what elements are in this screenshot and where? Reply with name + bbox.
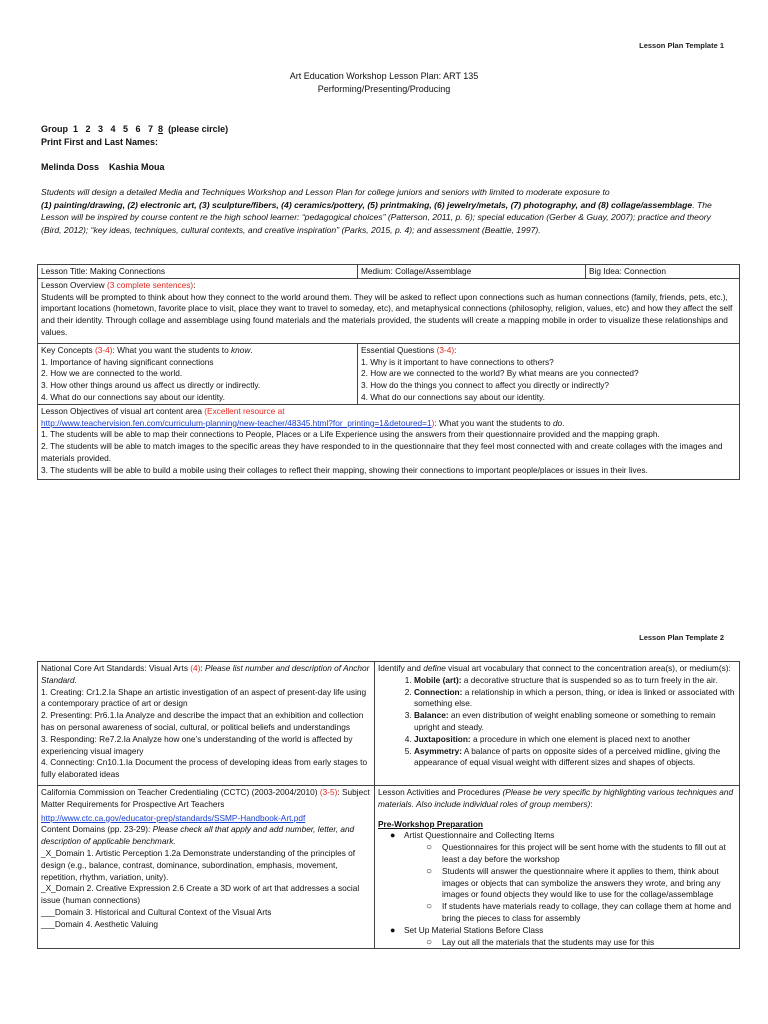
step-title: Artist Questionnaire and Collecting Items	[404, 830, 555, 841]
objectives-note-end: )	[431, 417, 435, 428]
medium-cell: Medium: Collage/Assemblage	[358, 265, 586, 279]
standards-label: National Core Art Standards: Visual Arts	[41, 663, 191, 673]
standards-colon: :	[200, 663, 206, 673]
vocab-def: an even distribution of weight enabling someone or something to remain upright and steady.	[414, 710, 716, 732]
vocabulary-cell	[375, 662, 740, 786]
objective-item: 3. The students will be able to build a mobile using their collages to reflect their mapping, showing their connections to important people/places or issues in their lives.	[41, 464, 648, 475]
standards-note: (4)	[190, 663, 201, 673]
key-concepts-label: Key Concepts	[41, 344, 95, 355]
vocab-define: define	[423, 663, 446, 673]
lesson-objectives-cell	[38, 404, 740, 479]
step-substeps	[404, 842, 736, 925]
overview-colon: :	[193, 279, 196, 290]
substep: ○ Students will answer the questionnaire where it applies to them, think about images or objects that can symbolize the answers they wrote, and bring any images or found objects they would like to use for the collage/assemblage	[442, 866, 736, 901]
essential-questions-cell	[358, 343, 740, 404]
vocab-def: a procedure in which one element is placed next to another	[470, 733, 691, 744]
essential-question-item: 2. How are we connected to the world? By what means are you connected?	[361, 368, 639, 379]
cctc-handbook-link[interactable]: http://www.ctc.ca.gov/educator-prep/standards/SSMP-Handbook-Art.pdf	[41, 812, 306, 823]
key-concepts-cell: Key Concepts (3-4): What you want the students to know. 1. Importance of having significant connections 2. How we are connected to the world. 3. How other things around us affect us directly or indirectly. 4. What do our connections say about our identity.	[38, 343, 358, 404]
key-concept-item: 1. Importance of having significant connections	[41, 356, 214, 367]
group-selected: 8	[158, 124, 164, 134]
objectives-do: do	[552, 417, 563, 428]
teachervision-link[interactable]: http://www.teachervision.fen.com/curriculum-planning/new-teacher/48345.html?for_printing=1&detoured=1	[41, 417, 432, 428]
standard-item: 3. Responding: Re7.2.Ia Analyze how one’s understanding of the world is affected by experiencing visual imagery	[41, 733, 353, 756]
objectives-label: Lesson Objectives of visual art content area	[41, 405, 205, 416]
page-header-2: Lesson Plan Template 2	[639, 633, 724, 642]
vocab-item	[414, 675, 736, 687]
cctc-note: (3-5)	[319, 786, 338, 797]
content-domains-label: Content Domains (pp. 23-29):	[41, 824, 153, 835]
standard-item: 2. Presenting: Pr6.1.Ia Analyze and describe the impact that an exhibition and collection has on personal awareness of social, cultural, or political beliefs and understandings	[41, 710, 364, 732]
vocab-def: a relationship in which a person, thing, or idea is linked or associated with something else.	[414, 686, 735, 709]
step-title: Set Up Material Stations Before Class	[404, 924, 544, 935]
overview-label: Lesson Overview	[41, 279, 107, 290]
print-names-label: Print First and Last Names:	[41, 136, 159, 147]
group-selection	[41, 123, 228, 148]
step-substeps	[404, 937, 736, 949]
vocabulary-list	[378, 675, 736, 769]
vocab-item	[414, 710, 736, 734]
vocab-term: Balance:	[414, 710, 449, 721]
cctc-desc: : Subject Matter Requirements for Prospective Art Teachers	[41, 786, 370, 809]
page-header: Lesson Plan Template 1	[639, 41, 724, 50]
pre-workshop-heading: Pre-Workshop Preparation	[378, 818, 483, 829]
domain-item: _X_Domain 1. Artistic Perception 1.2a Demonstrate understanding of the principles of design (e.g., balance, contrast, dominance, subordination, emphasis, movement, repetition, rhythm, variation, unity).	[41, 847, 356, 882]
standards-cell	[38, 662, 375, 786]
content-domains-instructions: Please check all that apply and add number, letter, and description of applicable benchmark.	[41, 824, 355, 847]
vocab-term: Mobile (art):	[414, 674, 462, 685]
objective-item: 2. The students will be able to match images to the specific areas they have responded to in the questionnaire that they feel most connected with and create collages with the images and materials provided.	[41, 441, 723, 463]
essential-note: (3-4)	[436, 344, 455, 355]
key-concepts-desc: : What you want the students to	[112, 344, 232, 355]
key-concepts-know: know	[231, 344, 251, 355]
overview-text: Students will be prompted to think about how they connect to the world around them. They will be asked to reflect upon connections such as human connections (family, friends, pets, etc.), important locations (hometown, favorite place to visit, place they want to travel to someday, etc), and metaphysical connections (philosophy, religion, values, etc) and how they affect the self and their identity. Through collage and assemblage using found materials and the materials provided, the students will create a mapping mobile in order to visualize these relationships and values.	[41, 291, 733, 337]
overview-note: (3 complete sentences)	[106, 279, 194, 290]
vocab-intro: Identify and	[378, 663, 424, 673]
intro-media-list: (1) painting/drawing, (2) electronic art, (3) sculpture/fibers, (4) ceramics/pottery, (5) printmaking, (6) jewelry/metals, (7) photography, and (8) collage/assemblage	[41, 199, 693, 210]
vocab-def: a decorative structure that is suspended so as to turn freely in the air.	[461, 674, 718, 685]
lesson-overview-cell	[38, 278, 740, 343]
substep: ○ Questionnaires for this project will be sent home with the students to fill out at least a day before the workshop	[442, 842, 736, 866]
key-concept-item: 2. How we are connected to the world.	[41, 368, 183, 379]
substep: ○ If students have materials ready to collage, they can collage them at home and bring the pieces to class for assembly	[442, 901, 736, 925]
domain-item: _X_Domain 2. Creative Expression 2.6 Create a 3D work of art that addresses a social issue (human connections)	[41, 883, 360, 906]
vocab-term: Asymmetry:	[414, 745, 462, 756]
activities-label: Lesson Activities and Procedures	[378, 786, 503, 797]
activity-step	[404, 830, 736, 924]
substep: ○ Lay out all the materials that the students may use for this	[442, 937, 736, 949]
vocab-term: Juxtaposition:	[414, 733, 471, 744]
group-suffix: (please circle)	[163, 124, 229, 134]
key-concept-item: 3. How other things around us affect us directly or indirectly.	[41, 380, 261, 391]
activities-cell	[375, 785, 740, 948]
vocab-term: Connection:	[414, 686, 463, 697]
vocab-item	[414, 746, 736, 770]
essential-question-item: 1. Why is it important to have connections to others?	[361, 356, 554, 367]
big-idea-cell: Big Idea: Connection	[586, 265, 740, 279]
vocab-item	[414, 687, 736, 711]
domain-item: ___Domain 4. Aesthetic Valuing	[41, 918, 158, 929]
activity-steps	[378, 830, 736, 948]
document-title	[0, 70, 768, 96]
cctc-cell	[38, 785, 375, 948]
cctc-label: California Commission on Teacher Credentialing (CCTC) (2003-2004/2010)	[41, 786, 320, 797]
intro-paragraph	[41, 186, 731, 236]
title-line-2: Performing/Presenting/Producing	[317, 84, 451, 94]
activity-step	[404, 925, 736, 949]
lesson-plan-table-1	[37, 264, 740, 480]
objectives-period: .	[562, 417, 565, 428]
vocab-item	[414, 734, 736, 746]
activities-colon: :	[590, 798, 593, 809]
intro-text: Students will design a detailed Media and Techniques Workshop and Lesson Plan for college juniors and seniors with limited to moderate exposure to	[41, 187, 610, 197]
essential-question-item: 4. What do our connections say about our identity.	[361, 391, 545, 402]
objectives-desc: : What you want the students to	[434, 417, 553, 428]
key-concepts-note: (3-4)	[94, 344, 113, 355]
lesson-plan-table-2	[37, 661, 740, 949]
vocab-def: A balance of parts on opposite sides of a perceived midline, giving the appearance of equal visual weight with different sizes and shapes of objects.	[414, 745, 721, 768]
vocab-intro-cont: visual art vocabulary that connect to the concentration area(s), or medium(s):	[445, 663, 731, 673]
essential-question-item: 3. How do the things you connect to affect you directly or indirectly?	[361, 380, 609, 391]
title-line-1: Art Education Workshop Lesson Plan: ART 135	[289, 71, 479, 81]
domain-item: ___Domain 3. Historical and Cultural Context of the Visual Arts	[41, 906, 272, 917]
intro-text-cont: . The Lesson will be inspired by course content re the high school learner: “pedagogical choices” (Patterson, 2011, p. 6); special education (Gerber & Guay, 2007); practice and theory (Bird, 2012); “key ideas, techniques, cultural contexts, and creative inspiration” (Parks, 2015, p. 4); and assessment (Beattie, 1997).	[41, 199, 712, 235]
key-concept-item: 4. What do our connections say about our identity.	[41, 391, 225, 402]
essential-colon: :	[454, 344, 457, 355]
lesson-title-cell: Lesson Title: Making Connections	[38, 265, 358, 279]
group-label: Group 1 2 3 4 5 6 7	[41, 124, 159, 134]
standard-item: 1. Creating: Cr1.2.Ia Shape an artistic investigation of an aspect of present-day life using a contemporary practice of art or design	[41, 686, 367, 709]
standards-instructions: Please list number and description of Anchor Standard.	[41, 663, 370, 685]
standard-item: 4. Connecting: Cn10.1.Ia Document the process of developing ideas from early stages to fully elaborated ideas	[41, 757, 368, 780]
objectives-note: (Excellent resource at	[204, 405, 285, 416]
activities-instructions: (Please be very specific by highlighting various techniques and materials. Also include individual roles of group members)	[378, 786, 734, 809]
essential-label: Essential Questions	[361, 344, 437, 355]
student-names: Melinda Doss Kashia Moua	[41, 162, 165, 172]
objective-item: 1. The students will be able to map their connections to People, Places or a Life Experience using the answers from their questionnaire provided and the mapping graph.	[41, 429, 660, 440]
